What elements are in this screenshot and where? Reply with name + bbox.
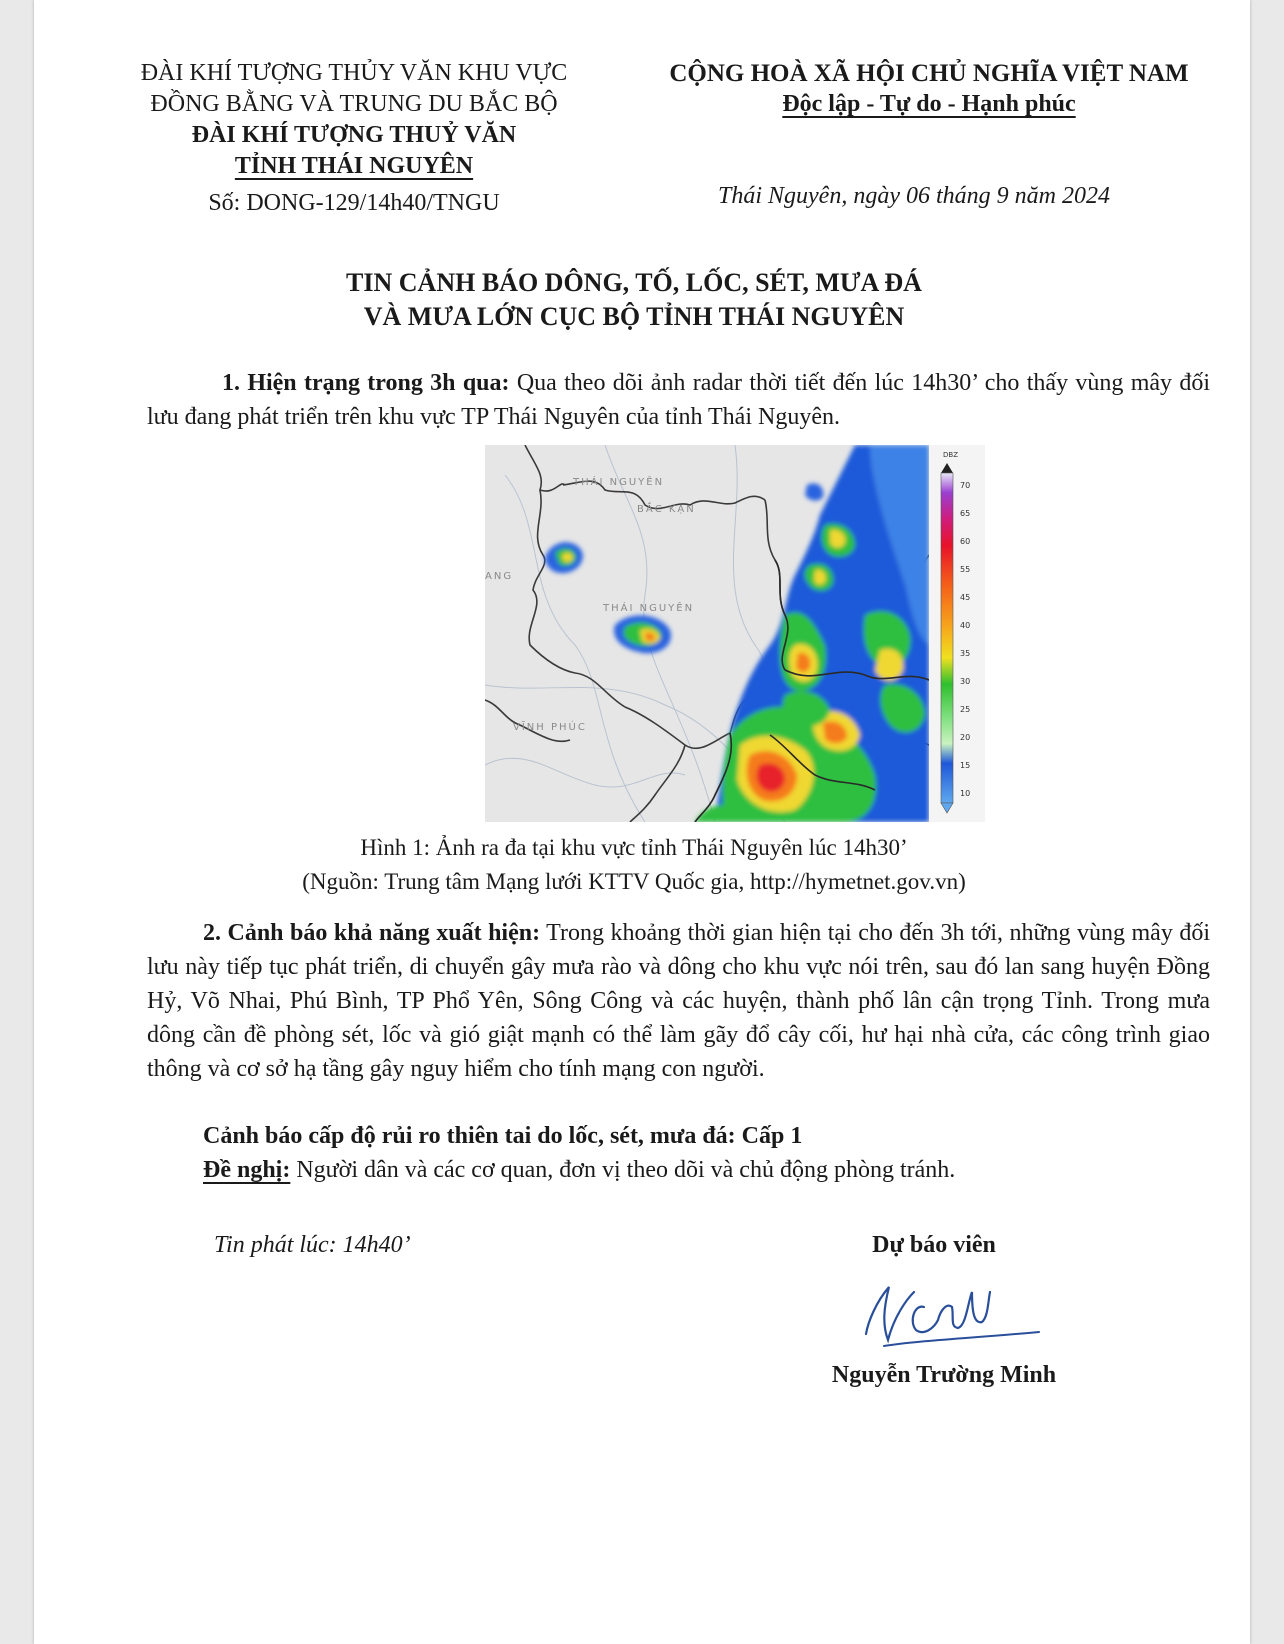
- label-vinh-phuc: VĨNH PHÚC: [513, 722, 587, 733]
- legend-tick: 70: [960, 481, 971, 490]
- label-thai-nguyen-north: THÁI NGUYÊN: [573, 477, 665, 488]
- agency-line1: ĐÀI KHÍ TƯỢNG THỦY VĂN KHU VỰC: [140, 60, 568, 86]
- legend-tick: 45: [960, 593, 971, 602]
- label-thai-nguyen: THÁI NGUYÊN: [603, 603, 695, 614]
- legend-tick: 15: [960, 761, 971, 770]
- section-2: [147, 916, 1210, 1086]
- legend-tick: 65: [960, 509, 971, 518]
- place-date: Thái Nguyên, ngày 06 tháng 9 năm 2024: [718, 183, 1110, 209]
- legend-tick: 35: [960, 649, 971, 658]
- legend-unit: DBZ: [943, 451, 958, 459]
- legend-tick: 20: [960, 733, 971, 742]
- section-2-heading: 2. Cảnh báo khả năng xuất hiện:: [203, 920, 541, 946]
- agency-header: [94, 58, 614, 219]
- title-line1: TIN CẢNH BÁO DÔNG, TỐ, LỐC, SÉT, MƯA ĐÁ: [346, 268, 922, 297]
- nation-header: [634, 58, 1224, 120]
- motto: Độc lập - Tự do - Hạnh phúc: [782, 91, 1076, 117]
- legend-tick: 25: [960, 705, 971, 714]
- recommendation-text: Người dân và các cơ quan, đơn vị theo dõi và chủ động phòng tránh.: [290, 1157, 956, 1183]
- section-1-heading: 1. Hiện trạng trong 3h qua:: [222, 370, 510, 396]
- radar-map-image: [485, 445, 985, 822]
- legend-tick: 10: [960, 789, 971, 798]
- recommendation: [203, 1153, 1203, 1187]
- legend-tick: 60: [960, 537, 971, 546]
- signer-title: Dự báo viên: [872, 1232, 996, 1258]
- figure-source: (Nguồn: Trung tâm Mạng lưới KTTV Quốc gia, http://hymetnet.gov.vn): [302, 869, 966, 894]
- legend-tick: 40: [960, 621, 971, 630]
- nation-name: CỘNG HOÀ XÃ HỘI CHỦ NGHĨA VIỆT NAM: [669, 60, 1189, 87]
- legend-tick: 30: [960, 677, 971, 686]
- office-line2: TỈNH THÁI NGUYÊN: [234, 153, 474, 179]
- dbz-color-scale: [929, 445, 985, 822]
- section-1-text: Qua theo dõi ảnh radar thời tiết đến lúc 14h30’ cho thấy vùng mây đối lưu đang phát triển trên khu vực TP Thái Nguyên của tỉnh Thái Nguyên.: [147, 370, 1211, 430]
- figure-caption: [134, 831, 1134, 899]
- office-line1: ĐÀI KHÍ TƯỢNG THUỶ VĂN: [191, 122, 517, 148]
- title-line2: VÀ MƯA LỚN CỤC BỘ TỈNH THÁI NGUYÊN: [363, 302, 905, 331]
- legend-tick: 55: [960, 565, 971, 574]
- doc-number: Số: DONG-129/14h40/TNGU: [208, 190, 500, 216]
- agency-line2: ĐỒNG BẰNG VÀ TRUNG DU BẮC BỘ: [150, 91, 558, 117]
- section-2-text: Trong khoảng thời gian hiện tại cho đến 3h tới, những vùng mây đối lưu này tiếp tục phát triển, di chuyển gây mưa rào và dông cho khu vực nói trên, sau đó lan sang huyện Đồng Hỷ, Võ Nhai, Phú Bình, TP Phổ Yên, Sông Công và các huyện, thành phố lân cận trọng Tỉnh. Trong mưa dông cần đề phòng sét, lốc và gió giật mạnh có thể làm gãy đổ cây cối, hư hại nhà cửa, các công trình giao thông và cơ sở hạ tầng gây nguy hiểm cho tính mạng con người.: [147, 920, 1210, 1082]
- document-page: [34, 0, 1250, 1644]
- figure-caption-title: Hình 1: Ảnh ra đa tại khu vực tỉnh Thái Nguyên lúc 14h30’: [360, 835, 908, 860]
- label-bac-kan: BẮC KẠN: [637, 504, 696, 515]
- signature: [854, 1262, 1054, 1362]
- risk-level: Cảnh báo cấp độ rủi ro thiên tai do lốc, sét, mưa đá: Cấp 1: [203, 1123, 803, 1149]
- recommendation-label: Đề nghị:: [203, 1157, 291, 1183]
- document-title: [134, 266, 1134, 334]
- issued-time: Tin phát lúc: 14h40’: [214, 1232, 411, 1258]
- section-1: [147, 366, 1210, 434]
- label-tuyen-quang: ANG: [485, 571, 514, 582]
- signer-name: Nguyễn Trường Minh: [831, 1362, 1057, 1388]
- radar-map-svg: [485, 445, 985, 822]
